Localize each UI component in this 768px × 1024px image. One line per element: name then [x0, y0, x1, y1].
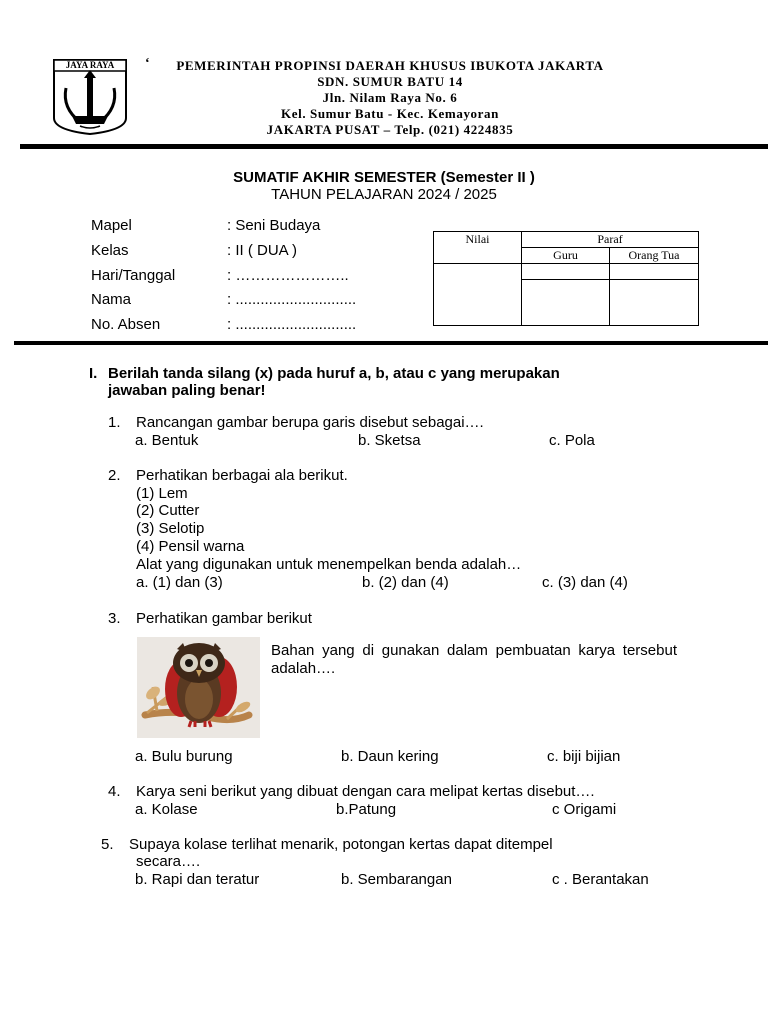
info-label-absent-number: No. Absen [91, 316, 161, 333]
letterhead-district: Kel. Sumur Batu - Kec. Kemayoran [281, 106, 499, 121]
score-cell-nilai[interactable] [434, 264, 522, 326]
logo-label: JAYA RAYA [65, 60, 115, 70]
info-value-name[interactable]: : ............................. [227, 291, 357, 308]
info-value-subject: : Seni Budaya [227, 217, 321, 234]
question-3-number: 3. [108, 610, 121, 627]
score-header-orang-tua: Orang Tua [610, 248, 699, 264]
question-2-item: (3) Selotip [136, 520, 205, 537]
question-5-number: 5. [101, 836, 114, 853]
info-label-date: Hari/Tanggal [91, 267, 176, 284]
question-2-item: (2) Cutter [136, 502, 200, 519]
section-line-1: Berilah tanda silang (x) pada huruf a, b, atau c yang merupakan [108, 365, 560, 382]
question-1-text: Rancangan gambar berupa garis disebut sebagai…. [136, 414, 484, 431]
info-label-subject: Mapel [91, 217, 132, 234]
question-1-number: 1. [108, 414, 121, 431]
question-4-option-a[interactable]: a. Kolase [135, 801, 198, 818]
question-2-number: 2. [108, 467, 121, 484]
question-2-option-c[interactable]: c. (3) dan (4) [542, 574, 628, 591]
question-3-text: Perhatikan gambar berikut [136, 610, 312, 627]
academic-year: TAHUN PELAJARAN 2024 / 2025 [271, 186, 497, 203]
info-label-class: Kelas [91, 242, 129, 259]
info-label-name: Nama [91, 291, 132, 308]
section-line-2: jawaban paling benar! [108, 382, 266, 399]
question-3-option-c[interactable]: c. biji bijian [547, 748, 621, 765]
score-header-paraf: Paraf [522, 232, 699, 248]
question-3-description: Bahan yang di gunakan dalam pembuatan karya tersebut adalah…. [271, 642, 677, 677]
section-number: I. [89, 365, 98, 382]
question-4-text: Karya seni berikut yang dibuat dengan cara melipat kertas disebut…. [136, 783, 595, 800]
score-cell-guru[interactable] [522, 280, 610, 326]
question-2-item: (4) Pensil warna [136, 538, 245, 555]
question-4-option-b[interactable]: b.Patung [336, 801, 397, 818]
section-rule [14, 341, 768, 345]
question-3-option-b[interactable]: b. Daun kering [341, 748, 439, 765]
score-cell-orang-tua-top[interactable] [610, 264, 699, 280]
question-2-text: Perhatikan berbagai ala berikut. [136, 467, 348, 484]
letterhead-mark: ‘ [145, 56, 150, 71]
question-2-item: (1) Lem [136, 485, 188, 502]
question-1-option-c[interactable]: c. Pola [549, 432, 595, 449]
question-5-option-a[interactable]: b. Rapi dan teratur [135, 871, 260, 888]
score-header-nilai: Nilai [434, 232, 522, 264]
info-value-class: : II ( DUA ) [227, 242, 298, 259]
letterhead-city-phone: JAKARTA PUSAT – Telp. (021) 4224835 [266, 122, 514, 137]
question-3-option-a[interactable]: a. Bulu burung [135, 748, 233, 765]
letterhead-street: Jln. Nilam Raya No. 6 [322, 90, 458, 105]
question-1-option-b[interactable]: b. Sketsa [358, 432, 421, 449]
question-5-text-continued: secara…. [136, 853, 201, 870]
info-value-date[interactable]: : ………………….. [227, 267, 349, 284]
question-2-option-b[interactable]: b. (2) dan (4) [362, 574, 449, 591]
question-4-option-c[interactable]: c Origami [552, 801, 617, 818]
info-value-absent-number[interactable]: : ............................. [227, 316, 357, 333]
question-2-option-a[interactable]: a. (1) dan (3) [136, 574, 223, 591]
score-cell-guru-top[interactable] [522, 264, 610, 280]
score-header-guru: Guru [522, 248, 610, 264]
question-4-number: 4. [108, 783, 121, 800]
question-5-option-c[interactable]: c . Berantakan [552, 871, 649, 888]
question-5-text: Supaya kolase terlihat menarik, potongan kertas dapat ditempel [129, 836, 553, 853]
owl-seed-collage-image [137, 637, 260, 738]
letterhead [150, 58, 630, 138]
letterhead-school: SDN. SUMUR BATU 14 [317, 74, 463, 89]
letterhead-rule [20, 144, 768, 149]
score-cell-orang-tua[interactable] [610, 280, 699, 326]
question-5-option-b[interactable]: b. Sembarangan [341, 871, 452, 888]
question-2-prompt: Alat yang digunakan untuk menempelkan benda adalah… [136, 556, 522, 573]
section-instruction [89, 365, 689, 405]
letterhead-government: PEMERINTAH PROPINSI DAERAH KHUSUS IBUKOTA JAKARTA [176, 58, 604, 73]
exam-title: SUMATIF AKHIR SEMESTER (Semester II ) [233, 169, 535, 186]
question-1-option-a[interactable]: a. Bentuk [135, 432, 199, 449]
school-logo [50, 56, 130, 136]
score-table [433, 231, 699, 326]
